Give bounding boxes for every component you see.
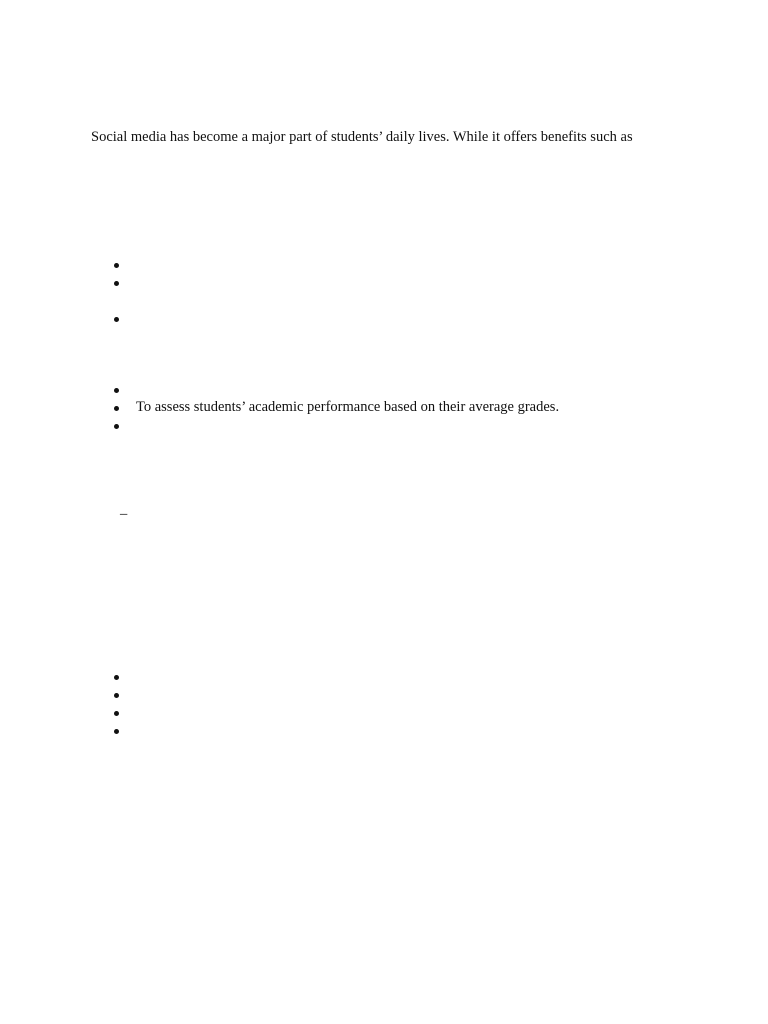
list-bullet [113,417,121,435]
list-bullet [113,668,121,686]
dash-marker: – [120,506,128,522]
list-bullet [113,381,121,399]
list-bullet [113,310,121,328]
list-bullet [113,256,121,274]
list-bullet [113,704,121,722]
intro-paragraph: Social media has become a major part of students’ daily lives. While it offers benefits such as [91,129,633,145]
list-bullet [113,274,121,292]
list-bullet [113,722,121,740]
list-bullet [113,399,121,417]
list-item-text: To assess students’ academic performance based on their average grades. [136,399,560,415]
list-bullet [113,686,121,704]
